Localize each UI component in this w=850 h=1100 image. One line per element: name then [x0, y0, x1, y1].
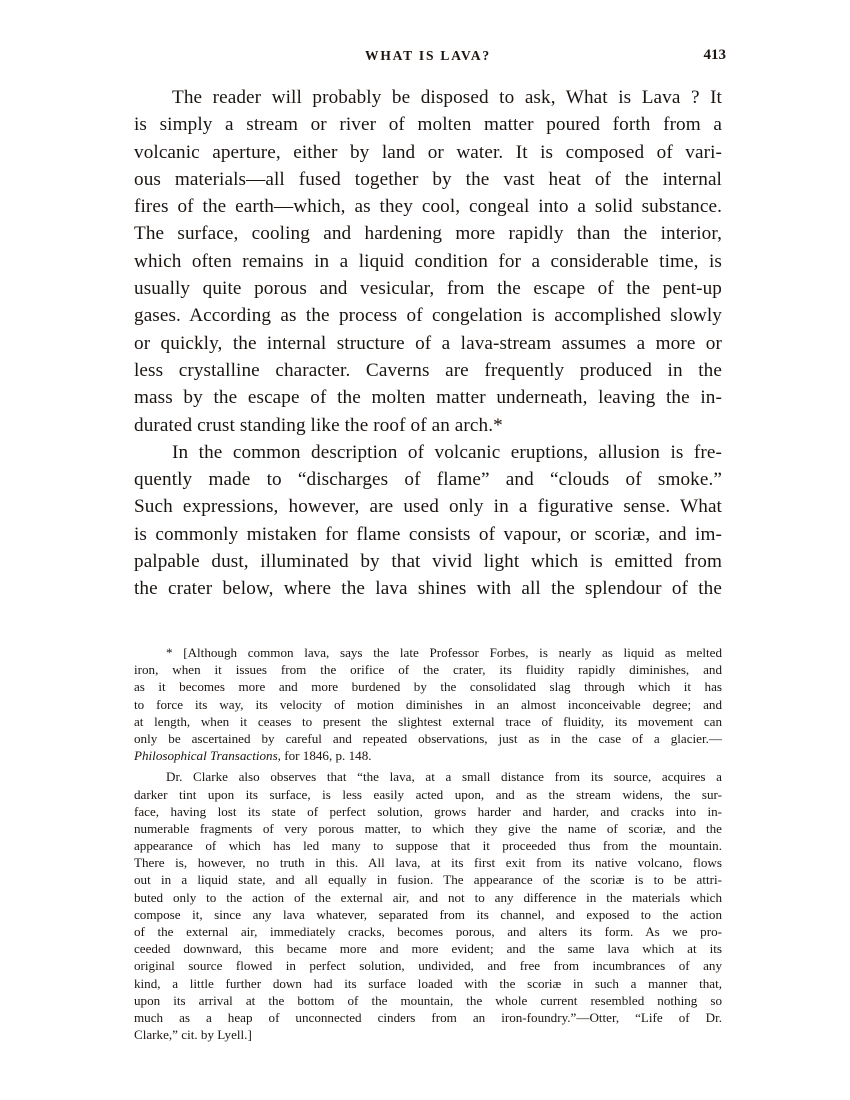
- text-line: the crater below, where the lava shines with all the splendour of the: [134, 578, 722, 600]
- text-line: or quickly, the internal structure of a lava-stream assumes a more or: [134, 332, 722, 354]
- running-title: WHAT IS LAVA?: [365, 48, 491, 63]
- footnote-line: much as a heap of unconnected cinders from an iron-foundry.”—Otter, “Life of Dr.: [134, 1009, 722, 1025]
- text-line: Such expressions, however, are used only in a figurative sense. What: [134, 496, 722, 518]
- text-line: is commonly mistaken for flame consists of vapour, or scoriæ, and im-: [134, 523, 722, 545]
- text-line: The reader will probably be disposed to ask, What is Lava ? It: [172, 87, 722, 108]
- text-line: In the common description of volcanic eruptions, allusion is fre-: [172, 441, 722, 463]
- text-line: gases. According as the process of congelation is accomplished slowly: [134, 305, 722, 327]
- text-line: fires of the earth—which, as they cool, congeal into a solid substance.: [134, 196, 722, 218]
- text-line: mass by the escape of the molten matter underneath, leaving the in-: [134, 387, 722, 409]
- footnote-line: There is, however, no truth in this. All lava, at its first exit from its native volcano, flows: [134, 855, 722, 871]
- footnote-line: as it becomes more and more burdened by the consolidated slag through which it has: [134, 679, 722, 695]
- footnote-source-line: [134, 747, 722, 764]
- text-line: The surface, cooling and hardening more rapidly than the interior,: [134, 223, 722, 245]
- footnote-line: iron, when it issues from the orifice of the crater, its fluidity rapidly diminishes, and: [134, 662, 722, 678]
- running-head: [130, 44, 726, 68]
- footnote-source-detail: for 1846, p. 148.: [280, 748, 372, 764]
- footnote-line: only be ascertained by careful and repeated observations, just as in the case of a glacier.—: [134, 730, 722, 746]
- footnote-line: Dr. Clarke also observes that “the lava, at a small distance from its source, acquires a: [166, 769, 722, 785]
- footnote-line: compose it, since any lava whatever, separated from its channel, and exposed to the action: [134, 906, 722, 922]
- main-text: [134, 84, 722, 603]
- text-line: usually quite porous and vesicular, from the escape of the pent-up: [134, 278, 722, 300]
- footnote-line: to force its way, its velocity of motion diminishes in an almost inconceivable degree; and: [134, 696, 722, 712]
- footnote-line: kind, a little further down had its surface loaded with the scoriæ in such a manner that,: [134, 975, 722, 991]
- footnote-line: darker tint upon its surface, is less easily acted upon, and as the stream widens, the sur-: [134, 786, 722, 802]
- footnotes: [134, 644, 722, 1043]
- footnote-line: * [Although common lava, says the late Professor Forbes, is nearly as liquid as melted: [166, 645, 722, 660]
- text-line: is simply a stream or river of molten matter poured forth from a: [134, 114, 722, 136]
- text-line: less crystalline character. Caverns are frequently produced in the: [134, 359, 722, 381]
- text-line: palpable dust, illuminated by that vivid light which is emitted from: [134, 551, 722, 573]
- footnote-line: buted only to the action of the external air, and not to any difference in the materials which: [134, 889, 722, 905]
- text-line: ous materials—all fused together by the vast heat of the internal: [134, 168, 722, 190]
- footnote-line: ceeded downward, this became more and more evident; and the same lava which at its: [134, 941, 722, 957]
- text-line: quently made to “discharges of flame” and “clouds of smoke.”: [134, 469, 722, 491]
- text-line: durated crust standing like the roof of an arch.*: [134, 414, 503, 436]
- footnote-line: appearance of which has led many to suppose that it proceeded thus from the mountain.: [134, 838, 722, 854]
- footnote-line: out in a liquid state, and all equally in fusion. The appearance of the scoriæ is to be attri-: [134, 872, 722, 888]
- footnote-source-title: Philosophical Transactions,: [134, 748, 281, 764]
- footnote-line: at length, when it ceases to present the slightest external trace of fluidity, its movement can: [134, 713, 722, 729]
- footnote-line: upon its arrival at the bottom of the mountain, the whole current resembled nothing so: [134, 992, 722, 1008]
- text-line: volcanic aperture, either by land or water. It is composed of vari-: [134, 141, 722, 163]
- page-number: 413: [703, 47, 726, 63]
- footnote-line: Clarke,” cit. by Lyell.]: [134, 1027, 252, 1043]
- text-line: which often remains in a liquid condition for a considerable time, is: [134, 250, 722, 272]
- footnote-line: original source flowed in perfect solution, undivided, and free from incumbrances of any: [134, 958, 722, 974]
- footnote-line: face, having lost its state of perfect solution, grows harder and harder, and cracks into in-: [134, 803, 722, 819]
- footnote-line: numerable fragments of very porous matter, to which they give the name of scoriæ, and the: [134, 820, 722, 836]
- footnote-line: of the external air, immediately cracks, becomes porous, and alters its form. As we pro-: [134, 924, 722, 939]
